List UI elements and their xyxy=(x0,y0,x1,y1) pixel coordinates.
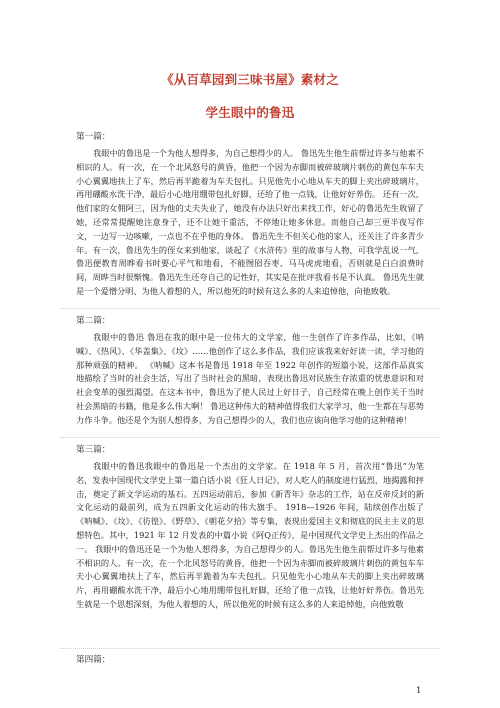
page-number: 1 xyxy=(416,686,422,696)
section-1-text: 我眼中的鲁迅是一个为他人想得多，为自己想得少的人。 鲁迅先生他生前帮过许多与他素不相识的人。有一次，在一个北风怒号的黄昏，他把一个因为赤脚而被碎玻璃片刺伤的黄包车车夫小心翼翼地扶上了车，然后再半跪着为车夫包扎。只见他先小心地从车夫的脚上夹出碎玻璃片，再用硼酸水洗干净，最后小心地用绷带包扎好脚，还给了他一点钱，让他好好养伤。 还有一次，他们家的女佣阿三，因为他的丈夫失业了，她没有办法只好出来找工作，好心的鲁迅先生收留了她，还常常提醒她注意身子，还不让她干重活，不停地让她多休息。而他自己却三更半夜写作文，一边写一边咳嗽，一点也不在乎他的身体。 鲁迅先生不但关心他的家人，还关注了许多青少年。有一次，鲁迅先生的侄女来到他家，谈起了《水浒传》里的故事与人物，可我学乱说一气，鲁迅便教育周晔看书时要心平气和地看，不能囫囵吞枣、马马虎虎地看，否则就是白白浪费时间，周晔当时很惭愧。鲁迅先生还夸自己的记性好，其实是在批评我看书是不认真。 鲁迅先生就是一个爱憎分明、为他人着想的人，所以他死的时候有这么多的人来追悼他，向他致敬。 xyxy=(76,148,424,296)
section-2 xyxy=(76,315,424,428)
section-2-text: 我眼中的鲁迅 鲁迅在我的眼中是一位伟大的文学家，他一生创作了许多作品，比如，《呐喊》、《热风》、《华盖集》、《坟》……他创作了这么多作品，我们应该我来好好读一读，学习他的那种顽强的精神。 《呐喊》这本书是鲁迅 1918 年至 1922 年创作的短篇小说，这部作品真实地描绘了当时的社会生活，写出了当时社会的黑暗，表现出鲁迅对民族生存浓重的忧患意识和对社会变革的强烈渴望。在这本书中，鲁迅为了使人民过上好日子，自己经常在晚上创作关于当时社会黑暗的书籍，他是多么伟大啊！ 鲁迅这种伟大的精神值得我们大家学习，他一生都在与恶势力作斗争。他还是个为别人想得多，为自己想得少的人，我们也应该向他学习他的这种精神！ xyxy=(76,332,424,425)
section-divider-1 xyxy=(60,308,440,309)
document-title-line1: 《从百草园到三味书屋》素材之 xyxy=(161,72,339,87)
section-divider-2 xyxy=(60,437,440,438)
document-title-line2: 学生眼中的鲁迅 xyxy=(205,105,295,120)
section-1-label: 第一篇： xyxy=(76,132,111,142)
section-4-label: 第四篇： xyxy=(76,655,111,665)
section-1 xyxy=(76,131,424,299)
section-divider-3 xyxy=(60,648,440,649)
section-4 xyxy=(76,654,424,670)
section-3-label: 第三篇： xyxy=(76,445,111,455)
section-2-label: 第二篇： xyxy=(76,316,111,326)
section-3-text: 我眼中的鲁迅我眼中的鲁迅是一个杰出的文学家。在 1918 年 5 月，首次用“鲁迅”为笔名，发表中国现代文学史上第一篇白话小说《狂人日记》，对人吃人的制度进行猛烈，地揭露和抨击，奠定了新文学运动的基石。五四运动前后，参加《新青年》杂志的工作，站在反帝反封的新文化运动的最前列，成为五四新文化运动的伟大旗手。 1918—1926 年间，陆续创作出版了《呐喊》、《坟》、《彷徨》、《野草》、《朝花夕拾》等专集，表现出爱国主义和彻底的民主主义的思想特色。其中，1921 年 12 月发表的中篇小说《阿Q正传》，是中国现代文学史上杰出的作品之一。 我眼中的鲁迅还是一个为他人想得多，为自己想得少的人。鲁迅先生他生前帮过许多与他素不相识的人。有一次，在一个北风怒号的黄昏，他把一个因为赤脚而被碎玻璃片刺伤的黄包车车夫小心翼翼地扶上了车，然后再半跪着为车夫包扎。只见他先小心地从车夫的脚上夹出碎玻璃片，再用硼酸水洗干净，最后小心地用绷带包扎好脚，还给了他一点钱，让他好好养伤。鲁迅先生就是一个思想深刻，为他人着想的人，所以他死的时候有这么多的人来追悼他，向他致敬 xyxy=(76,461,424,609)
section-3 xyxy=(76,444,424,612)
